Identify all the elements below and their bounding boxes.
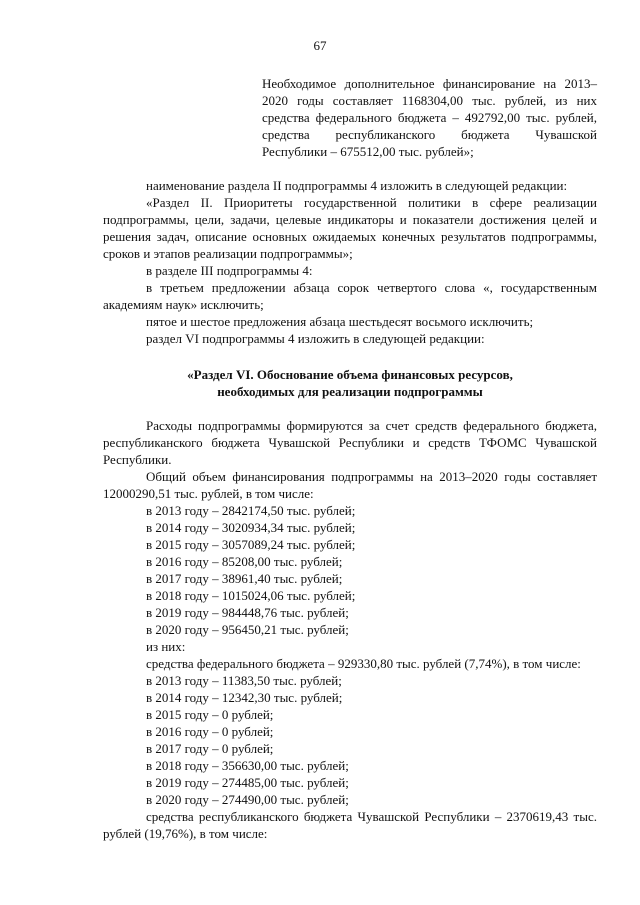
total-year-item: в 2020 году – 956450,21 тыс. рублей;	[146, 622, 349, 637]
paragraph-section-iii: в разделе III подпрограммы 4:	[146, 263, 313, 278]
federal-year-item: в 2016 году – 0 рублей;	[146, 724, 274, 739]
total-year-item: в 2018 году – 1015024,06 тыс. рублей;	[146, 588, 356, 603]
paragraph-republic-budget: средства республиканского бюджета Чувашской Республики – 2370619,43 тыс. рублей (19,76%), в том числе:	[103, 809, 597, 841]
heading-line-2: необходимых для реализации подпрограммы	[217, 384, 483, 399]
federal-year-item: в 2015 году – 0 рублей;	[146, 707, 274, 722]
paragraph-total-volume: Общий объем финансирования подпрограммы на 2013–2020 годы составляет 12000290,51 тыс. рублей, в том числе:	[103, 469, 597, 501]
section-vi-heading	[103, 366, 597, 400]
total-year-item: в 2017 году – 38961,40 тыс. рублей;	[146, 571, 343, 586]
federal-year-item: в 2020 году – 274490,00 тыс. рублей;	[146, 792, 349, 807]
total-year-item: в 2014 году – 3020934,34 тыс. рублей;	[146, 520, 356, 535]
document-body	[103, 177, 597, 842]
paragraph-section-vi: раздел VI подпрограммы 4 изложить в следующей редакции:	[146, 331, 485, 346]
page-number: 67	[313, 38, 327, 53]
heading-line-1: «Раздел VI. Обоснование объема финансовых ресурсов,	[187, 367, 513, 382]
total-year-item: в 2013 году – 2842174,50 тыс. рублей;	[146, 503, 356, 518]
paragraph-section-ii-rename: наименование раздела II подпрограммы 4 изложить в следующей редакции:	[146, 178, 568, 193]
total-year-item: в 2016 году – 85208,00 тыс. рублей;	[146, 554, 343, 569]
federal-year-item: в 2017 году – 0 рублей;	[146, 741, 274, 756]
federal-year-item: в 2013 году – 11383,50 тыс. рублей;	[146, 673, 342, 688]
federal-year-item: в 2018 году – 356630,00 тыс. рублей;	[146, 758, 349, 773]
total-year-item: в 2019 году – 984448,76 тыс. рублей;	[146, 605, 349, 620]
paragraph-section-ii-title: «Раздел II. Приоритеты государственной политики в сфере реализации подпрограммы, цели, задачи, целевые индикаторы и показатели достижения целей и решения задач, описание основных ожидаемых конечных результатов подпрограммы, сроков и этапов реализации подпрограммы»;	[103, 195, 597, 261]
total-year-item: в 2015 году – 3057089,24 тыс. рублей;	[146, 537, 356, 552]
paragraph-expenses: Расходы подпрограммы формируются за счет средств федерального бюджета, республиканского бюджета Чувашской Республики и средств ТФОМС Чувашской Республики.	[103, 418, 597, 467]
paragraph-fifth-sixth: пятое и шестое предложения абзаца шестьдесят восьмого исключить;	[146, 314, 534, 329]
paragraph-third-sentence: в третьем предложении абзаца сорок четвертого слова «, государственным академиям наук» исключить;	[103, 280, 597, 312]
federal-year-item: в 2019 году – 274485,00 тыс. рублей;	[146, 775, 349, 790]
of-them-label: из них:	[146, 639, 186, 654]
paragraph-federal-budget: средства федерального бюджета – 929330,80 тыс. рублей (7,74%), в том числе:	[146, 656, 581, 671]
quoted-funding-text: Необходимое дополнительное финансирование на 2013–2020 годы составляет 1168304,00 тыс. рублей, из них средства федерального бюджета – 492792,00 тыс. рублей, средства республиканского бюджета Чувашской Республики – 675512,00 тыс. рублей»;	[262, 76, 597, 159]
federal-year-item: в 2014 году – 12342,30 тыс. рублей;	[146, 690, 343, 705]
